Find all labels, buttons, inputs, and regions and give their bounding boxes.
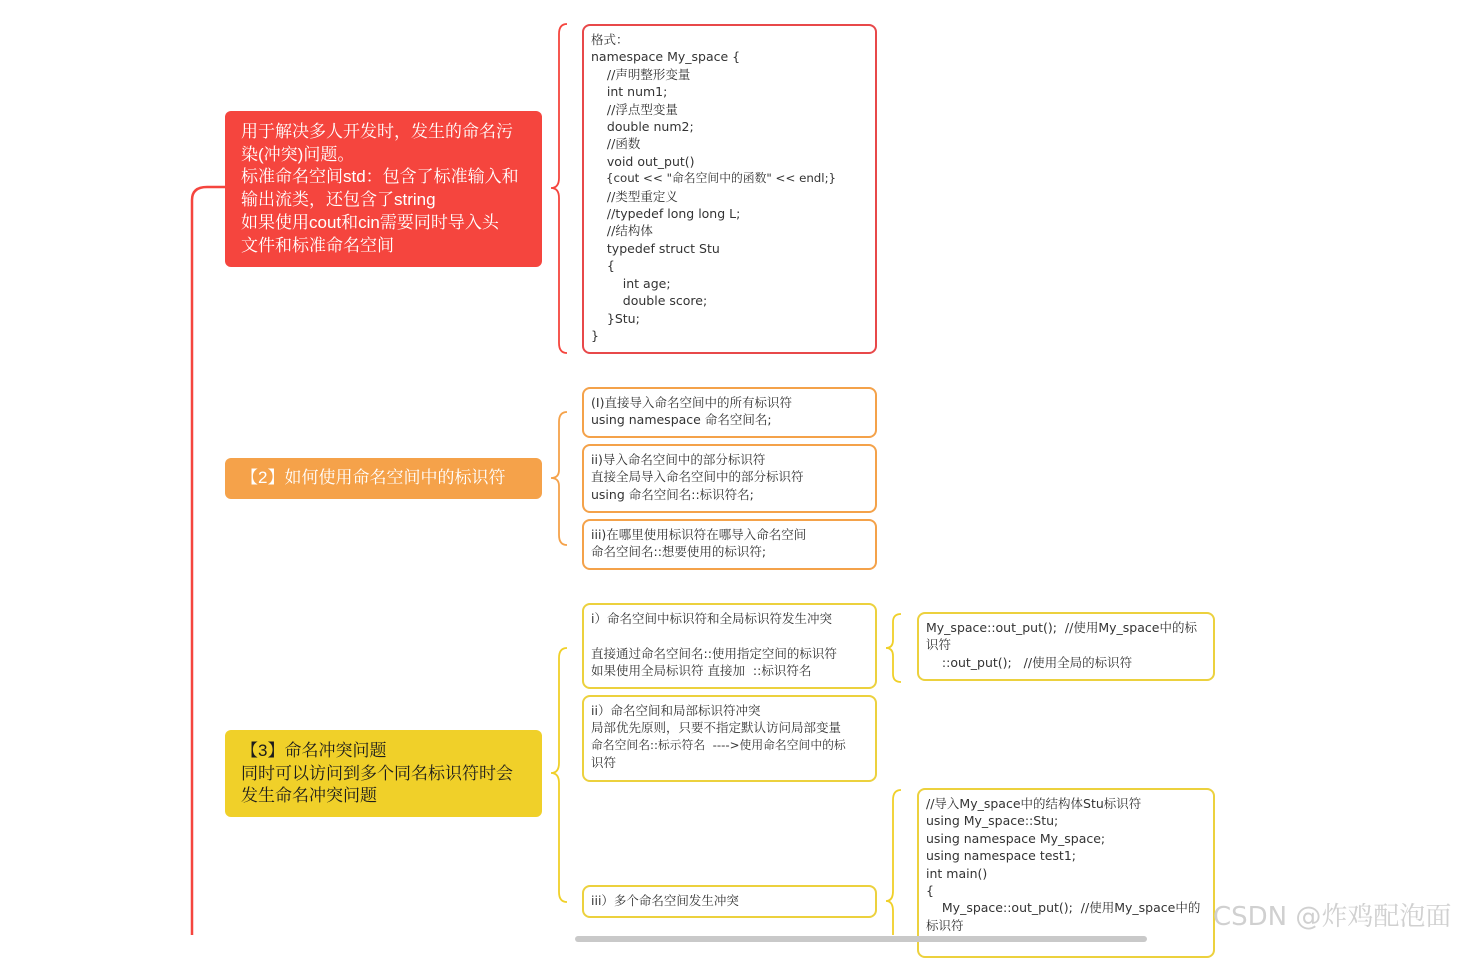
code-line: void out_put()	[591, 153, 695, 169]
code-line: using namespace test1;	[926, 848, 1076, 864]
text-line: ii)导入命名空间中的部分标识符	[591, 452, 766, 467]
use-all-identifiers-box[interactable]	[582, 387, 877, 438]
topic-line: 【3】命名冲突问题	[241, 741, 387, 760]
text-line: 识符	[591, 755, 617, 771]
text-line: 直接全局导入命名空间中的部分标识符	[591, 469, 804, 485]
text-line: using 命名空间名::标识符名;	[591, 486, 754, 502]
code-line: int main()	[926, 865, 988, 881]
code-line: using namespace My_space;	[926, 830, 1106, 846]
code-line: {	[591, 258, 615, 274]
code-line: {cout << "命名空间中的函数" << endl;}	[591, 171, 837, 186]
conflict-global-box[interactable]	[582, 603, 877, 689]
namespace-format-box[interactable]	[582, 24, 877, 354]
code-line: 标识符	[926, 917, 964, 933]
topic-line: 发生命名冲突问题	[241, 786, 377, 806]
code-line: 格式：	[591, 32, 629, 47]
code-line: //浮点型变量	[591, 101, 678, 117]
conflict-multiple-box[interactable]	[582, 885, 877, 918]
text-line: 命名空间名::想要使用的标识符;	[591, 544, 767, 560]
watermark: CSDN @炸鸡配泡面	[1213, 902, 1452, 932]
text-line: 直接通过命名空间名::使用指定空间的标识符	[591, 645, 837, 661]
code-line: 识符	[926, 637, 952, 653]
brace-topic2	[551, 412, 567, 545]
code-line: }	[591, 327, 599, 343]
topic-line: 【2】如何使用命名空间中的标识符	[241, 468, 506, 487]
text-line: 命名空间名::标示符名 ---->使用命名空间中的标	[591, 737, 846, 752]
conflict-global-detail-box[interactable]	[917, 612, 1215, 681]
horizontal-scrollbar[interactable]	[575, 936, 1147, 942]
text-line: i）命名空间中标识符和全局标识符发生冲突	[591, 611, 832, 626]
code-line: typedef struct Stu	[591, 240, 720, 256]
code-line: //typedef long long L;	[591, 206, 741, 222]
brace-topic3	[551, 648, 567, 902]
code-line: {	[926, 883, 934, 899]
topic-line: 染(冲突)问题。	[241, 144, 355, 164]
code-line: //函数	[591, 136, 641, 152]
brace-conflict3	[886, 790, 901, 935]
text-line: iii）多个命名空间发生冲突	[591, 893, 739, 908]
code-line: //导入My_space中的结构体Stu标识符	[926, 796, 1142, 811]
code-line: ::out_put(); //使用全局的标识符	[926, 654, 1133, 670]
text-line: 局部优先原则，只要不指定默认访问局部变量	[591, 720, 842, 736]
topic-how-to-use[interactable]	[225, 458, 542, 499]
code-line: double score;	[591, 293, 708, 309]
text-line	[591, 627, 868, 644]
main-branch-line	[192, 187, 225, 935]
code-line: namespace My_space {	[591, 49, 741, 65]
text-line: ii）命名空间和局部标识符冲突	[591, 703, 761, 718]
topic-name-conflict[interactable]	[225, 730, 542, 817]
topic-line: 同时可以访问到多个同名标识符时会	[241, 763, 513, 783]
code-line: //结构体	[591, 223, 653, 239]
code-line: //类型重定义	[591, 188, 678, 204]
topic-line: 标准命名空间std：包含了标准输入和	[241, 167, 519, 187]
use-scope-identifier-box[interactable]	[582, 519, 877, 570]
brace-conflict1	[886, 614, 901, 682]
text-line: (I)直接导入命名空间中的所有标识符	[591, 395, 792, 410]
text-line: iii)在哪里使用标识符在哪导入命名空间	[591, 527, 807, 542]
code-line: int num1;	[591, 84, 668, 100]
topic-line: 文件和标准命名空间	[241, 235, 394, 255]
code-line: using My_space::Stu;	[926, 813, 1059, 829]
topic-line: 如果使用cout和cin需要同时导入头	[241, 212, 499, 232]
text-line: using namespace 命名空间名;	[591, 412, 772, 428]
text-line: 如果使用全局标识符 直接加 ::标识符名	[591, 663, 812, 679]
brace-topic1	[551, 24, 567, 353]
conflict-local-box[interactable]	[582, 695, 877, 782]
code-line: My_space::out_put(); //使用My_space中的标	[926, 620, 1197, 635]
code-line: My_space::out_put(); //使用My_space中的	[926, 900, 1201, 916]
topic-line: 用于解决多人开发时，发生的命名污	[241, 122, 513, 141]
code-line: int age;	[591, 275, 671, 291]
code-line: }Stu;	[591, 310, 640, 326]
code-line: //声明整形变量	[591, 66, 691, 82]
use-partial-identifiers-box[interactable]	[582, 444, 877, 513]
topic-line: 输出流类，还包含了string	[241, 190, 436, 210]
conflict-multiple-detail-box[interactable]	[917, 788, 1215, 958]
topic-purpose[interactable]	[225, 111, 542, 267]
code-line: double num2;	[591, 119, 694, 135]
